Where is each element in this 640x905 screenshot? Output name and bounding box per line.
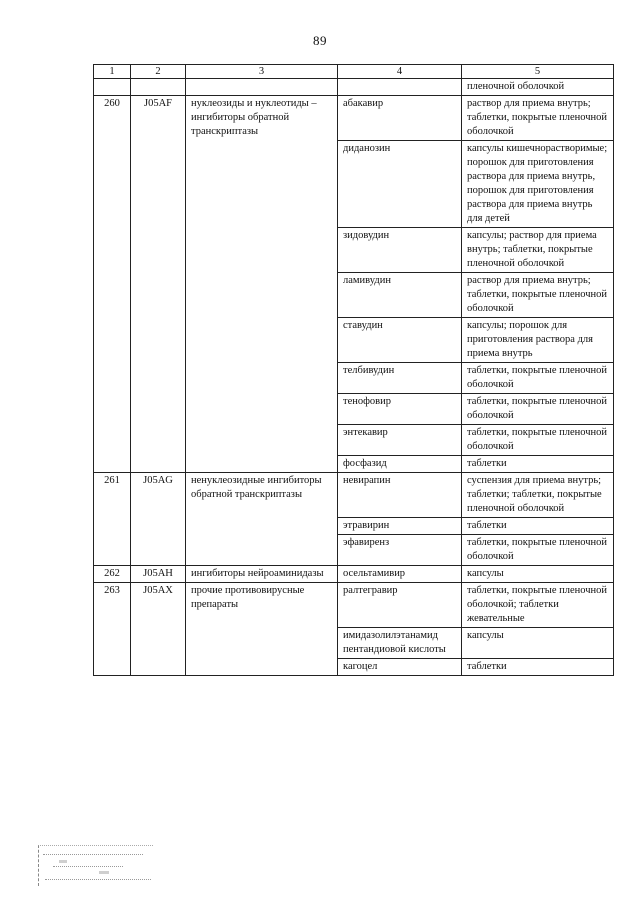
dosage-form-cell: таблетки — [462, 659, 614, 676]
drug-name-cell: абакавир — [338, 96, 462, 141]
drug-name-cell: кагоцел — [338, 659, 462, 676]
dosage-form-cell: капсулы — [462, 566, 614, 583]
dosage-form-cell: таблетки — [462, 456, 614, 473]
row-number-cell — [94, 79, 131, 96]
atc-code-cell — [131, 79, 186, 96]
row-number-cell: 260 — [94, 96, 131, 473]
drug-name-cell — [338, 79, 462, 96]
drug-name-cell: ралтегравир — [338, 583, 462, 628]
drug-group-cell: нуклеозиды и нуклеотиды – ингибиторы обратной транскриптазы — [186, 96, 338, 473]
dosage-form-cell: пленочной оболочкой — [462, 79, 614, 96]
header-col-2: 2 — [131, 65, 186, 79]
dosage-form-cell: капсулы; порошок для приготовления раствора для приема внутрь — [462, 318, 614, 363]
drug-group-cell — [186, 79, 338, 96]
dosage-form-cell: таблетки, покрытые пленочной оболочкой — [462, 363, 614, 394]
drug-group-cell: ненуклеозидные ингибиторы обратной транскриптазы — [186, 473, 338, 566]
table-row — [94, 473, 614, 518]
table-row — [94, 583, 614, 628]
drug-name-cell: ставудин — [338, 318, 462, 363]
atc-code-cell: J05AF — [131, 96, 186, 473]
dosage-form-cell: таблетки, покрытые пленочной оболочкой — [462, 394, 614, 425]
dosage-form-cell: раствор для приема внутрь; таблетки, покрытые пленочной оболочкой — [462, 96, 614, 141]
drug-name-cell: телбивудин — [338, 363, 462, 394]
table-row — [94, 79, 614, 96]
drug-name-cell: диданозин — [338, 141, 462, 228]
drug-table — [93, 64, 614, 676]
row-number-cell: 262 — [94, 566, 131, 583]
dosage-form-cell: капсулы — [462, 628, 614, 659]
drug-group-cell: ингибиторы нейроаминидазы — [186, 566, 338, 583]
drug-name-cell: этравирин — [338, 518, 462, 535]
table-row — [94, 566, 614, 583]
drug-group-cell: прочие противовирусные препараты — [186, 583, 338, 676]
drug-name-cell: зидовудин — [338, 228, 462, 273]
header-col-4: 4 — [338, 65, 462, 79]
drug-name-cell: энтекавир — [338, 425, 462, 456]
header-col-5: 5 — [462, 65, 614, 79]
drug-name-cell: невирапин — [338, 473, 462, 518]
atc-code-cell: J05AH — [131, 566, 186, 583]
dosage-form-cell: капсулы кишечнорастворимые; порошок для приготовления раствора для приема внутрь, порошок для приготовления раствора для приема внутрь для детей — [462, 141, 614, 228]
dosage-form-cell: капсулы; раствор для приема внутрь; таблетки, покрытые пленочной оболочкой — [462, 228, 614, 273]
dosage-form-cell: таблетки, покрытые пленочной оболочкой — [462, 425, 614, 456]
drug-name-cell: фосфазид — [338, 456, 462, 473]
drug-name-cell: тенофовир — [338, 394, 462, 425]
table-row — [94, 96, 614, 141]
atc-code-cell: J05AG — [131, 473, 186, 566]
drug-name-cell: ламивудин — [338, 273, 462, 318]
header-row — [94, 65, 614, 79]
dosage-form-cell: раствор для приема внутрь; таблетки, покрытые пленочной оболочкой — [462, 273, 614, 318]
dosage-form-cell: таблетки, покрытые пленочной оболочкой — [462, 535, 614, 566]
page-number: 89 — [313, 33, 327, 48]
faded-stamp-mark — [38, 845, 153, 886]
row-number-cell: 263 — [94, 583, 131, 676]
drug-name-cell: имидазолилэтанамид пентандиовой кислоты — [338, 628, 462, 659]
header-col-1: 1 — [94, 65, 131, 79]
drug-name-cell: осельтамивир — [338, 566, 462, 583]
drug-name-cell: эфавиренз — [338, 535, 462, 566]
dosage-form-cell: таблетки, покрытые пленочной оболочкой; таблетки жевательные — [462, 583, 614, 628]
atc-code-cell: J05AX — [131, 583, 186, 676]
drug-table-body — [94, 65, 614, 676]
row-number-cell: 261 — [94, 473, 131, 566]
dosage-form-cell: таблетки — [462, 518, 614, 535]
header-col-3: 3 — [186, 65, 338, 79]
dosage-form-cell: суспензия для приема внутрь; таблетки; таблетки, покрытые пленочной оболочкой — [462, 473, 614, 518]
